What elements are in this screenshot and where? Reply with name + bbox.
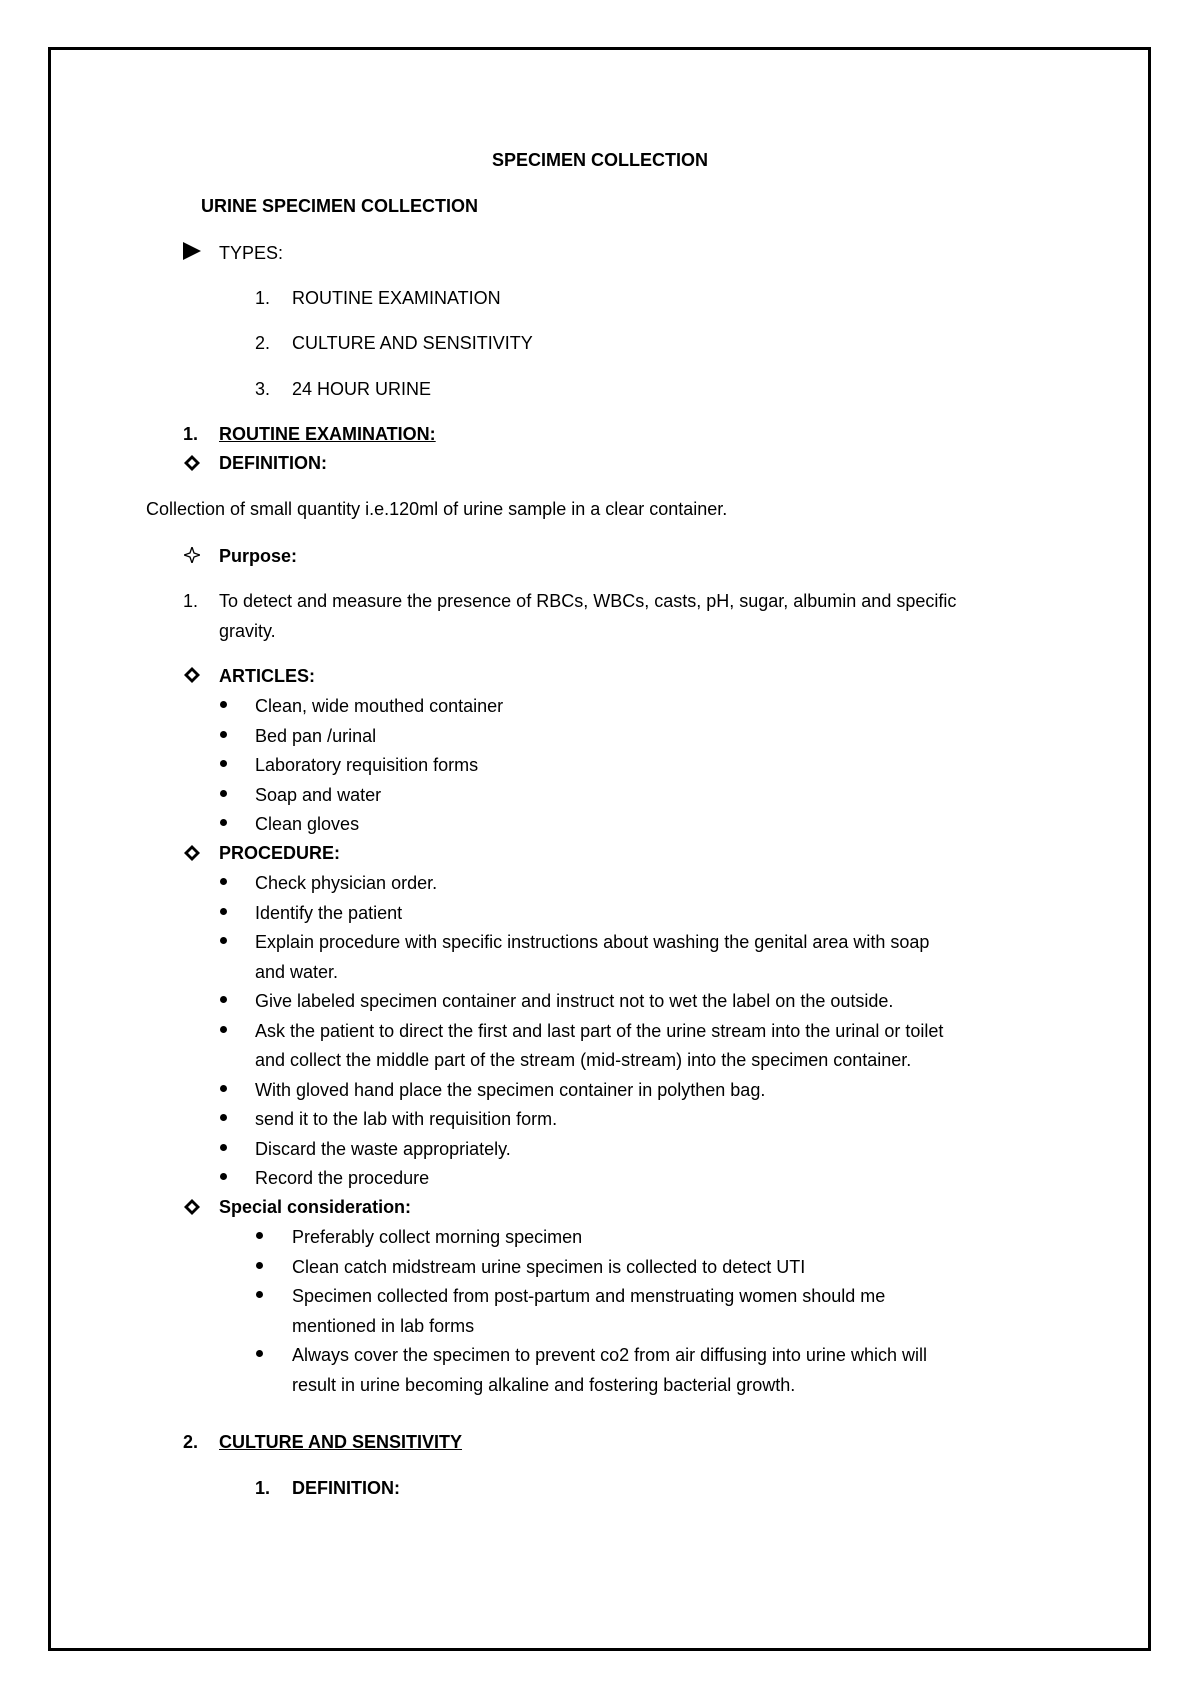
bullet-icon [256,1262,263,1269]
subsection-number: 1. [255,1478,271,1498]
diamond-bullet-icon [184,667,200,683]
section-number: 1. [183,424,199,444]
bullet-icon [220,1085,227,1092]
types-item-number: 1. [255,288,271,308]
special-item: Always cover the specimen to prevent co2 from air diffusing into urine which will [292,1345,927,1365]
bullet-icon [220,790,227,797]
articles-item: Clean, wide mouthed container [255,696,504,716]
bullet-icon [220,1144,227,1151]
types-label: TYPES: [219,243,284,263]
bullet-icon [256,1232,263,1239]
procedure-step: Explain procedure with specific instructions about washing the genital area with soap [255,932,930,952]
purpose-number: 1. [183,591,199,611]
special-item: Preferably collect morning specimen [292,1227,583,1247]
bullet-icon [220,731,227,738]
diamond-bullet-icon [184,1199,200,1215]
procedure-step: and water. [255,962,339,982]
bullet-icon [256,1291,263,1298]
articles-item: Clean gloves [255,814,360,834]
diamond-bullet-icon [184,845,200,861]
bullet-icon [220,996,227,1003]
types-item-number: 2. [255,333,271,353]
subtitle: URINE SPECIMEN COLLECTION [201,196,479,216]
arrow-bullet-icon [183,242,201,260]
diamond-bullet-icon [184,455,200,471]
page-title: SPECIMEN COLLECTION [491,150,708,170]
bullet-icon [220,908,227,915]
bullet-icon [220,819,227,826]
bullet-icon [220,760,227,767]
procedure-step: With gloved hand place the specimen container in polythen bag. [255,1080,766,1100]
purpose-text: gravity. [219,621,276,641]
purpose-text: To detect and measure the presence of RBCs, WBCs, casts, pH, sugar, albumin and specific [219,591,957,611]
types-item: 24 HOUR URINE [292,379,432,399]
procedure-step: Check physician order. [255,873,438,893]
types-item: CULTURE AND SENSITIVITY [292,333,533,353]
articles-item: Bed pan /urinal [255,726,377,746]
procedure-step: Identify the patient [255,903,403,923]
definition-label: DEFINITION: [219,453,327,473]
types-item-number: 3. [255,379,271,399]
purpose-label: Purpose: [219,546,298,566]
procedure-step: Discard the waste appropriately. [255,1139,511,1159]
procedure-step: send it to the lab with requisition form. [255,1109,558,1129]
articles-item: Laboratory requisition forms [255,755,479,775]
articles-label: ARTICLES: [219,666,315,686]
bullet-icon [220,701,227,708]
bullet-icon [220,878,227,885]
special-item: result in urine becoming alkaline and fostering bacterial growth. [292,1375,796,1395]
definition-text: Collection of small quantity i.e.120ml of urine sample in a clear container. [146,499,728,519]
special-item: Specimen collected from post-partum and menstruating women should me [292,1286,886,1306]
section-heading: CULTURE AND SENSITIVITY [219,1432,463,1452]
page-border [48,47,1151,1651]
articles-item: Soap and water [255,785,382,805]
four-point-star-icon [184,547,200,563]
procedure-step: Ask the patient to direct the first and last part of the urine stream into the urinal or toilet [255,1021,944,1041]
procedure-label: PROCEDURE: [219,843,341,863]
procedure-step: Give labeled specimen container and instruct not to wet the label on the outside. [255,991,894,1011]
special-consideration-label: Special consideration: [219,1197,412,1217]
bullet-icon [220,1114,227,1121]
bullet-icon [220,1026,227,1033]
special-item: mentioned in lab forms [292,1316,475,1336]
bullet-icon [220,1173,227,1180]
procedure-step: and collect the middle part of the stream (mid-stream) into the specimen container. [255,1050,912,1070]
subsection-heading: DEFINITION: [292,1478,400,1498]
bullet-icon [220,937,227,944]
section-heading: ROUTINE EXAMINATION: [219,424,436,444]
special-item: Clean catch midstream urine specimen is collected to detect UTI [292,1257,806,1277]
section-number: 2. [183,1432,199,1452]
procedure-step: Record the procedure [255,1168,430,1188]
types-item: ROUTINE EXAMINATION [292,288,501,308]
bullet-icon [256,1350,263,1357]
